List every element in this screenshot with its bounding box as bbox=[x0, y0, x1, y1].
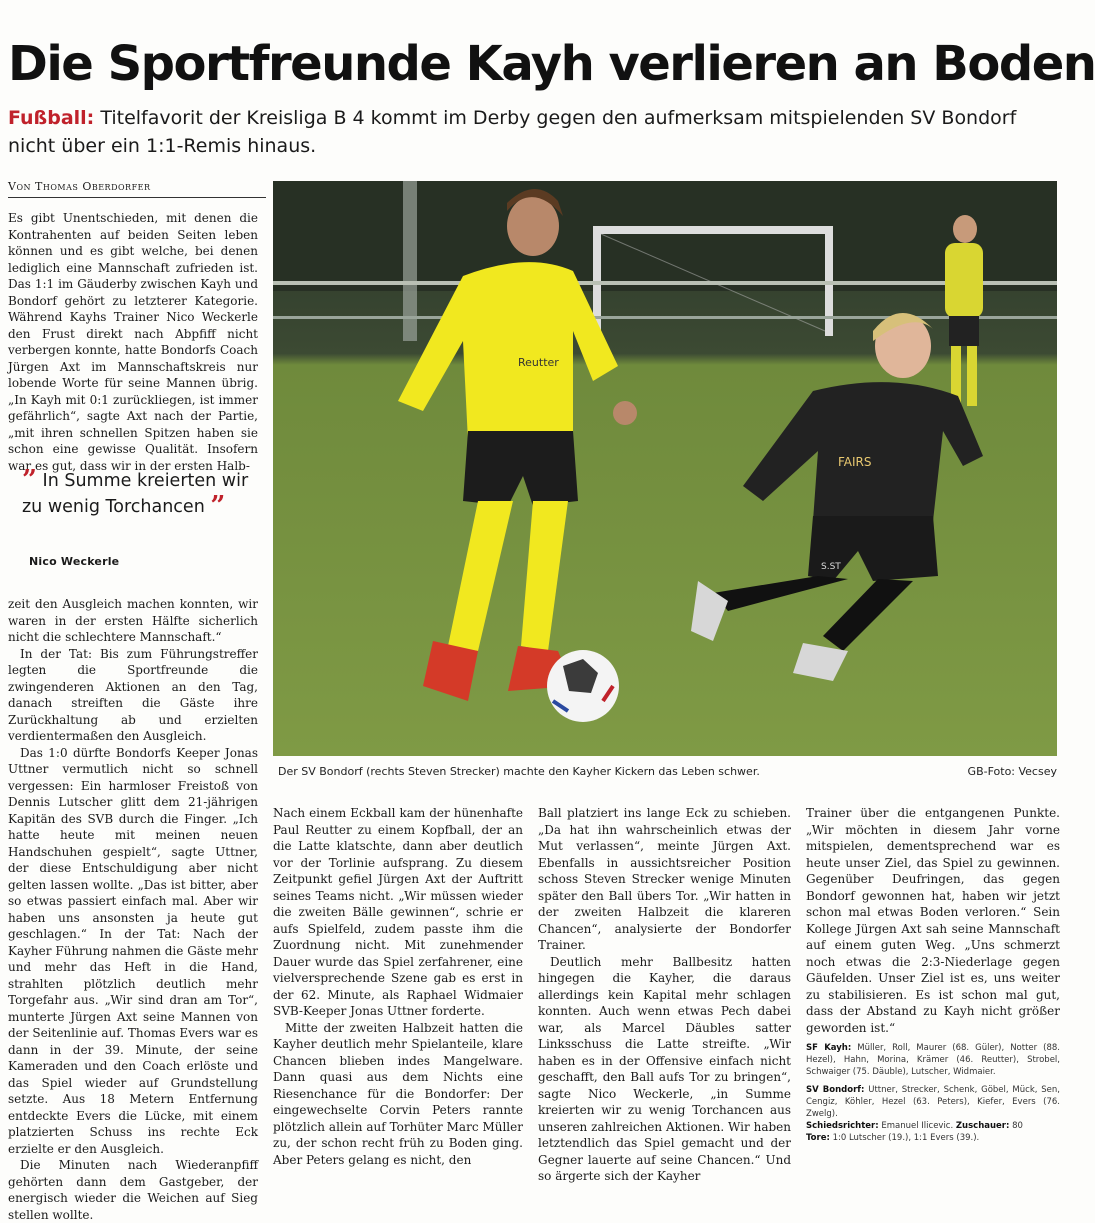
article-byline: Von Thomas Oberdorfer bbox=[8, 180, 151, 193]
shirt-sponsor: FAIRS bbox=[838, 455, 872, 469]
byline-divider bbox=[8, 197, 266, 198]
pull-quote-text: In Summe kreierten wir zu wenig Torchancen bbox=[22, 471, 249, 517]
column-1-top bbox=[8, 210, 258, 474]
pull-quote-author: Nico Weckerle bbox=[29, 555, 120, 568]
pull-quote bbox=[22, 465, 262, 521]
referee-label: Schiedsrichter: bbox=[806, 1121, 879, 1131]
spectators-count: 80 bbox=[1012, 1121, 1023, 1131]
lineup-kayh bbox=[806, 1042, 1060, 1078]
article-headline: Die Sportfreunde Kayh verlieren an Boden bbox=[8, 36, 1095, 92]
shorts-text: S.ST bbox=[821, 562, 841, 572]
paragraph: Trainer über die entgangenen Punkte. „Wir möchten in diesem Jahr vorne mitspielen, dementsprechend war es heute unser Ziel, das Spiel zu gewinnen. Gegenüber Deufringen, das gegen Bondorf gewonnen hat, haben wir jetzt schon mal etwas Boden verloren.“ Sein Kollege Jürgen Axt sah seine Mannschaft auf einem guten Weg. „Uns schmerzt noch etwas die 2:3-Niederlage gegen Gäufelden. Unser Ziel ist es, uns weiter zu stabilisieren. Es ist schon mal gut, dass der Abstand zu Kayh nicht größer geworden ist.“ bbox=[806, 806, 1060, 1035]
paragraph: zeit den Ausgleich machen konnten, wir waren in der ersten Hälfte sicherlich nicht die schlechtere Mannschaft.“ bbox=[8, 597, 258, 644]
column-2 bbox=[273, 805, 523, 1168]
column-1-bottom bbox=[8, 596, 258, 1223]
article-subheadline bbox=[8, 104, 1058, 160]
goals-list: 1:0 Lutscher (19.), 1:1 Evers (39.). bbox=[832, 1133, 980, 1143]
lineup-kayh-label: SF Kayh: bbox=[806, 1043, 852, 1053]
photo-credit: GB-Foto: Vecsey bbox=[967, 765, 1057, 778]
paragraph: Es gibt Unentschieden, mit denen die Kontrahenten auf beiden Seiten leben können und es gibt welche, bei denen lediglich eine Mannschaft zufrieden ist. Das 1:1 im Gäuderby zwischen Kayh und Bondorf gehört zu letzterer Kategorie. Während Kayhs Trainer Nico Weckerle den Frust direkt nach Abpfiff nicht verbergen konnte, hatte Bondorfs Coach Jürgen Axt im Mannschaftskreis nur lobende Worte für seine Mannen übrig. „In Kayh mit 0:1 zurückliegen, ist immer gefährlich“, sagte Axt nach der Partie, „mit ihren schnellen Spitzen haben sie schon eine gewisse Qualität. Insofern war es gut, dass wir in der ersten Halb- bbox=[8, 211, 258, 473]
subheadline-text: Titelfavorit der Kreisliga B 4 kommt im Derby gegen den aufmerksam mitspielenden SV Bondorf nicht über ein 1:1-Remis hinaus. bbox=[8, 107, 1017, 157]
match-officials bbox=[806, 1120, 1060, 1132]
article-photo bbox=[273, 181, 1057, 756]
paragraph: Nach einem Eckball kam der hünenhafte Paul Reutter zu einem Kopfball, der an die Latte klatschte, dann aber deutlich vor der Torlinie aufsprang. Zu diesem Zeitpunkt gefiel Jürgen Axt der Auftritt seines Teams nicht. „Wir müssen wieder die zweiten Bälle gewinnen“, schrie er aufs Spielfeld, zudem passte ihm die Zuordnung nicht. Mit zunehmender Dauer wurde das Spiel zerfahrener, eine vielversprechende Szene gab es erst in der 62. Minute, als Raphael Widmaier SVB-Keeper Jonas Uttner forderte. bbox=[273, 806, 523, 1018]
lineup-bondorf-label: SV Bondorf: bbox=[806, 1085, 865, 1095]
column-4 bbox=[806, 805, 1060, 1144]
referee-name: Emanuel Ilicevic. bbox=[881, 1121, 954, 1131]
paragraph: Deutlich mehr Ballbesitz hatten hingegen die Kayher, die daraus allerdings kein Kapital mehr schlagen konnten. Auch wenn etwas Pech dabei war, als Marcel Däubles satter Linksschuss die Latte streifte. „Wir haben es in der Offensive einfach nicht geschafft, den Ball aufs Tor zu bringen“, sagte Nico Weckerle, „in Summe kreierten wir zu wenig Torchancen aus unseren zahlreichen Aktionen. Wir haben letztendlich das Spiel gemacht und der Gegner lauerte auf seine Chancen.“ Und so ärgerte sich der Kayher bbox=[538, 954, 791, 1183]
paragraph: Mitte der zweiten Halbzeit hatten die Kayher deutlich mehr Spielanteile, klare Chancen blieben indes Mangelware. Dann quasi aus dem Nichts eine Riesenchance für die Bondorfer: Der eingewechselte Corvin Peters rannte plötzlich allein auf Torhüter Marc Müller zu, der schon recht früh zu Boden ging. Aber Peters gelang es nicht, den bbox=[273, 1020, 523, 1167]
spectators-label: Zuschauer: bbox=[955, 1121, 1010, 1131]
paragraph: Ball platziert ins lange Eck zu schieben. „Da hat ihn wahrscheinlich etwas der Mut verlassen“, meinte Jürgen Axt. Ebenfalls in aussichtsreicher Position schoss Steven Strecker wenige Minuten später den Ball übers Tor. „Wir hatten in der zweiten Halbzeit die klareren Chancen“, analysierte der Bondorfer Trainer. bbox=[538, 806, 791, 952]
column-3 bbox=[538, 805, 791, 1185]
paragraph: In der Tat: Bis zum Führungstreffer legten die Sportfreunde die zwingenderen Aktionen an den Tag, danach streiften die Gäste ihre Zurückhaltung ab und erzielten verdientermaßen den Ausgleich. bbox=[8, 646, 258, 743]
goals-label: Tore: bbox=[806, 1133, 830, 1143]
football-scene-image bbox=[273, 181, 1057, 756]
shirt-sponsor: Reutter bbox=[518, 356, 559, 369]
lineup-bondorf bbox=[806, 1084, 1060, 1120]
lineup-kayh-players: Müller, Roll, Maurer (68. Güler), Notter (88. Hezel), Hahn, Morina, Krämer (46. Reutter), Strobel, Schwaiger (75. Däuble), Lutscher, Widmaier. bbox=[806, 1043, 1060, 1077]
paragraph: Die Minuten nach Wiederanpfiff gehörten dann dem Gastgeber, der energisch wieder die Weichen auf Sieg stellen wollte. bbox=[8, 1158, 258, 1222]
match-goals bbox=[806, 1132, 1060, 1144]
quote-open-mark: ” bbox=[22, 465, 37, 495]
paragraph: Das 1:0 dürfte Bondorfs Keeper Jonas Uttner vermutlich nicht so schnell vergessen: Ein harmloser Freistoß von Dennis Lutscher glitt dem 21-jährigen Kapitän des SVB durch die Finger. „Ich hatte heute mit meinen neuen Handschuhen gespielt“, sagte Uttner, der diese Entschuldigung aber nicht gelten lassen wollte. „Das ist bitter, aber so etwas passiert einfach mal. Aber wir haben uns ansonsten ja heute gut geschlagen.“ In der Tat: Nach der Kayher Führung nahmen die Gäste mehr und mehr das Heft in die Hand, strahlten plötzlich deutlich mehr Torgefahr aus. „Wir sind dran am Tor“, munterte Jürgen Axt seine Mannen von der Seitenlinie auf. Thomas Evers war es dann in der 39. Minute, der seine Kameraden und den Coach erlöste und das Spiel wieder auf Grundstellung setzte. Aus 18 Metern Entfernung entdeckte Evers die Lücke, mit einem platzierten Schuss ins rechte Eck erzielte er den Ausgleich. bbox=[8, 745, 258, 1156]
lineup-bondorf-players: Uttner, Strecker, Schenk, Göbel, Mück, Sen, Cengiz, Köhler, Hezel (63. Peters), Kiefer, Evers (76. Zwelg). bbox=[806, 1085, 1061, 1119]
quote-close-mark: ” bbox=[210, 491, 226, 521]
article-kicker: Fußball: bbox=[8, 107, 95, 129]
photo-caption: Der SV Bondorf (rechts Steven Strecker) machte den Kayher Kickern das Leben schwer. bbox=[278, 765, 760, 778]
